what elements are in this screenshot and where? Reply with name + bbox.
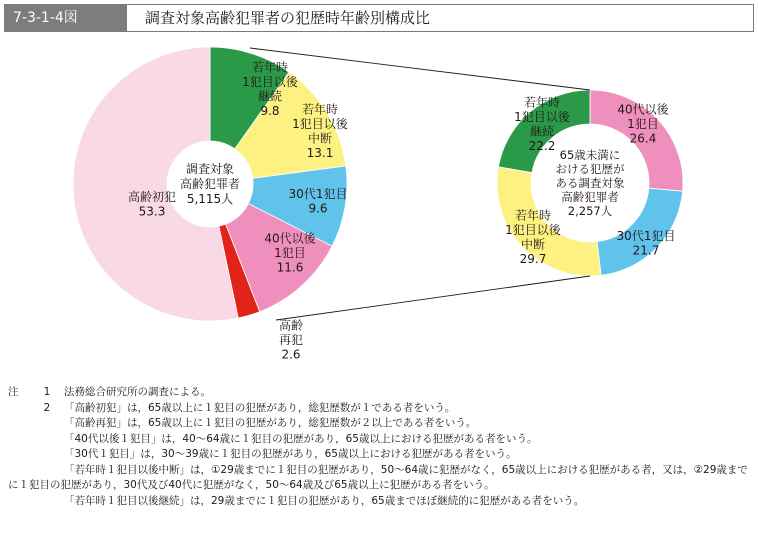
slice-label-line: 継続 bbox=[529, 124, 555, 139]
center-label-line: おける犯歴が bbox=[555, 162, 625, 177]
slice-label-line: 中断 bbox=[520, 237, 546, 252]
slice-label-line: 1犯目以後 bbox=[292, 116, 348, 131]
figure-header bbox=[4, 4, 754, 32]
slice-label-line: 40代以後 bbox=[617, 102, 669, 117]
note-2 bbox=[8, 401, 753, 417]
slice-label-line: 1犯目以後 bbox=[505, 222, 561, 237]
slice-label-line: 若年時 bbox=[301, 102, 339, 117]
slice-value: 13.1 bbox=[306, 145, 334, 160]
note-text: 「高齢再犯」は，65歳以上に１犯目の犯歴があり，総犯歴数が２以上である者をいう。 bbox=[64, 417, 477, 429]
donut-chart-all bbox=[73, 47, 349, 362]
slice-label-line: 若年時 bbox=[514, 208, 552, 223]
slice-value: 22.2 bbox=[528, 138, 556, 153]
center-label bbox=[556, 148, 625, 218]
slice-label bbox=[279, 318, 303, 362]
center-label bbox=[180, 161, 240, 206]
note-1 bbox=[8, 385, 753, 401]
slice-label-line: 30代1犯目 bbox=[288, 186, 348, 201]
slice-value: 21.7 bbox=[632, 243, 660, 258]
figure-title: 調査対象高齢犯罪者の犯歴時年齢別構成比 bbox=[145, 9, 431, 27]
note-text: 「40代以後１犯目」は，40～64歳に１犯目の犯歴があり，65歳以上における犯歴がある者をいう。 bbox=[64, 432, 538, 445]
slice-label-line: 1犯目 bbox=[274, 246, 306, 261]
center-label-line: ある調査対象 bbox=[555, 176, 625, 191]
donut-charts bbox=[0, 34, 758, 374]
slice-value: 53.3 bbox=[138, 204, 166, 219]
slice-label-line: 継続 bbox=[257, 89, 283, 104]
slice-label-line: 若年時 bbox=[523, 95, 561, 110]
slice-value: 26.4 bbox=[629, 131, 657, 146]
slice-label-line: 若年時 bbox=[251, 60, 289, 75]
slice-value: 2.6 bbox=[281, 347, 301, 362]
slice-label-line: 1犯目 bbox=[627, 117, 659, 132]
note-text: 「30代１犯目」は，30～39歳に１犯目の犯歴があり，65歳以上における犯歴がある者をいう。 bbox=[64, 448, 517, 460]
note-number: 2 bbox=[43, 401, 51, 414]
slice-label-line: 高齢初犯 bbox=[127, 189, 177, 204]
center-label-line: 5,115人 bbox=[186, 192, 234, 207]
note-text: 「若年時１犯目以後中断」は，①29歳までに１犯目の犯歴があり，50～64歳に犯歴がなく，65歳以上における犯歴がある者，又は，②29歳までに１犯目の犯歴があり，30代及び40代に犯歴がなく，50～64歳及び65歳以上に犯歴がある者をいう。 bbox=[8, 463, 748, 491]
center-label-line: 高齢犯罪者 bbox=[561, 190, 619, 205]
slice-value: 11.6 bbox=[276, 260, 304, 275]
donut-chart-under65 bbox=[497, 90, 683, 276]
center-label-line: 2,257人 bbox=[567, 204, 613, 219]
center-label-line: 調査対象 bbox=[185, 162, 235, 177]
slice-label-line: 40代以後 bbox=[264, 231, 316, 246]
slice-label-line: 高齢 bbox=[278, 318, 304, 333]
notes bbox=[8, 385, 753, 509]
note-text: 「高齢初犯」は，65歳以上に１犯目の犯歴があり，総犯歴数が１である者をいう。 bbox=[64, 401, 456, 414]
note-number: 1 bbox=[43, 386, 51, 398]
slice-label-line: 再犯 bbox=[278, 333, 304, 348]
slice-label-line: 中断 bbox=[307, 131, 333, 146]
center-label-line: 65歳未満に bbox=[559, 148, 621, 163]
note-text: 法務総合研究所の調査による。 bbox=[64, 386, 211, 398]
connector-bottom bbox=[276, 276, 590, 320]
note-text: 「若年時１犯目以後継続」は，29歳までに１犯目の犯歴があり，65歳までほぼ継続的に犯歴がある者をいう。 bbox=[64, 494, 585, 507]
slice-value: 29.7 bbox=[519, 251, 547, 266]
slice-label-line: 30代1犯目 bbox=[616, 228, 676, 243]
slice-label-line: 1犯目以後 bbox=[514, 109, 570, 124]
slice-value: 9.6 bbox=[308, 201, 328, 216]
slice-label-line: 1犯目以後 bbox=[242, 74, 298, 89]
note-label: 注 bbox=[8, 386, 19, 398]
slice-value: 9.8 bbox=[260, 103, 280, 118]
figure-number: 7-3-1-4図 bbox=[5, 5, 127, 31]
center-label-line: 高齢犯罪者 bbox=[179, 177, 241, 192]
